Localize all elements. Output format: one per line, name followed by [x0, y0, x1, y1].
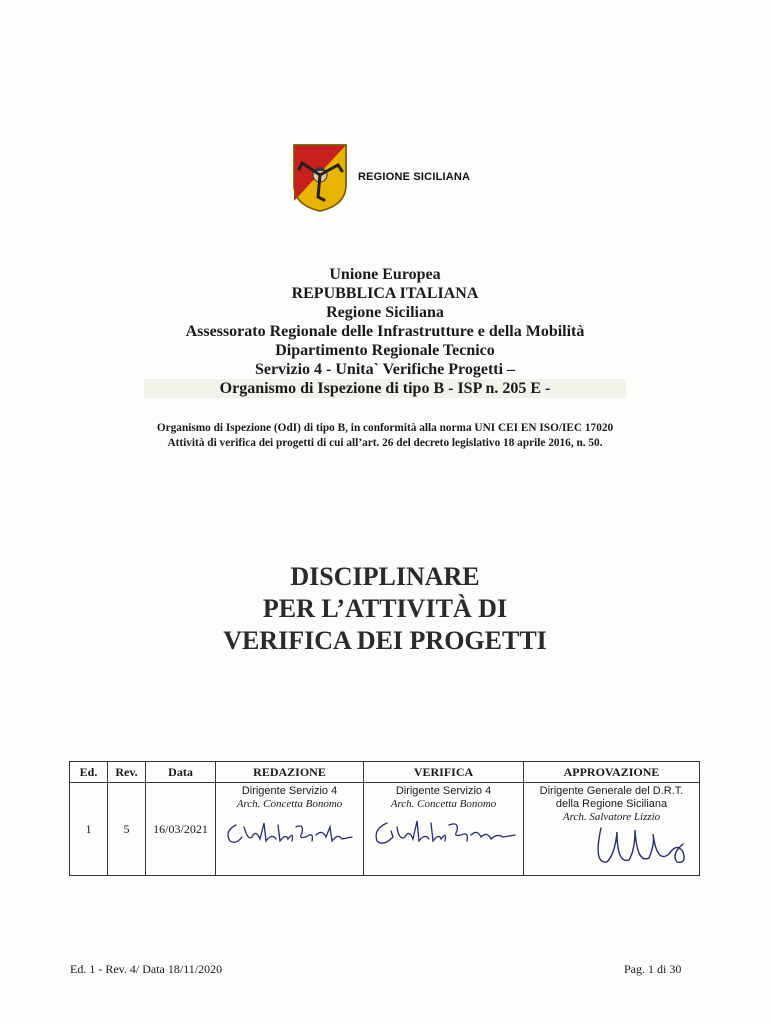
table-row: [70, 783, 700, 876]
approvazione-name: Arch. Salvatore Lizzio: [562, 811, 661, 823]
region-logo-text: REGIONE SICILIANA: [358, 171, 471, 183]
verifica-signature-icon: [369, 815, 519, 849]
odi-statement: [0, 421, 770, 451]
col-header-redazione: REDAZIONE: [216, 762, 364, 783]
odi-line-2: Attività di verifica dei progetti di cui all’art. 26 del decreto legislativo 18 aprile 2016, n. 50.: [167, 437, 603, 449]
header-line-4: Assessorato Regionale delle Infrastrutture e della Mobilità: [185, 323, 585, 340]
redazione-name: Arch. Concetta Bonomo: [236, 798, 343, 810]
header-line-6: Servizio 4 - Unita` Verifiche Progetti –: [254, 361, 516, 378]
title-line-2: PER L’ATTIVITÀ DI: [262, 594, 508, 623]
odi-line-1: Organismo di Ispezione (OdI) di tipo B, in conformità alla norma UNI CEI EN ISO/IEC 17020: [156, 422, 614, 434]
cell-verifica: [364, 783, 524, 876]
header-line-3: Regione Siciliana: [326, 304, 444, 321]
footer-page-number: Pag. 1 di 30: [624, 962, 682, 976]
trinacria-shield-icon: [292, 143, 348, 213]
title-line-3: VERIFICA DEI PROGETTI: [223, 626, 547, 655]
col-header-data: Data: [146, 762, 216, 783]
approvazione-role-1: Dirigente Generale del D.R.T.: [539, 785, 684, 797]
col-header-ed: Ed.: [70, 762, 108, 783]
footer-edition: Ed. 1 - Rev. 4/ Data 18/11/2020: [70, 962, 223, 976]
header-line-7: Organismo di Ispezione di tipo B - ISP n. 205 E -: [144, 379, 627, 398]
revision-table: [69, 761, 700, 876]
cell-rev: 5: [108, 783, 146, 876]
header-line-1: Unione Europea: [329, 266, 441, 283]
header-line-5: Dipartimento Regionale Tecnico: [275, 342, 495, 359]
col-header-verifica: VERIFICA: [364, 762, 524, 783]
cell-ed: 1: [70, 783, 108, 876]
approvazione-signature-icon: [527, 824, 697, 868]
cell-redazione: [216, 783, 364, 876]
header-line-2: REPUBBLICA ITALIANA: [291, 285, 479, 302]
document-title: [0, 561, 770, 657]
col-header-rev: Rev.: [108, 762, 146, 783]
cell-data: 16/03/2021: [146, 783, 216, 876]
title-line-1: DISCIPLINARE: [290, 562, 480, 591]
cell-approvazione: [524, 783, 700, 876]
col-header-approvazione: APPROVAZIONE: [524, 762, 700, 783]
approvazione-role-2: della Regione Siciliana: [555, 798, 668, 810]
redazione-signature-icon: [222, 815, 358, 849]
verifica-name: Arch. Concetta Bonomo: [390, 798, 497, 810]
verifica-role: Dirigente Servizio 4: [395, 785, 492, 797]
redazione-role: Dirigente Servizio 4: [241, 785, 338, 797]
institution-header: [0, 265, 770, 398]
